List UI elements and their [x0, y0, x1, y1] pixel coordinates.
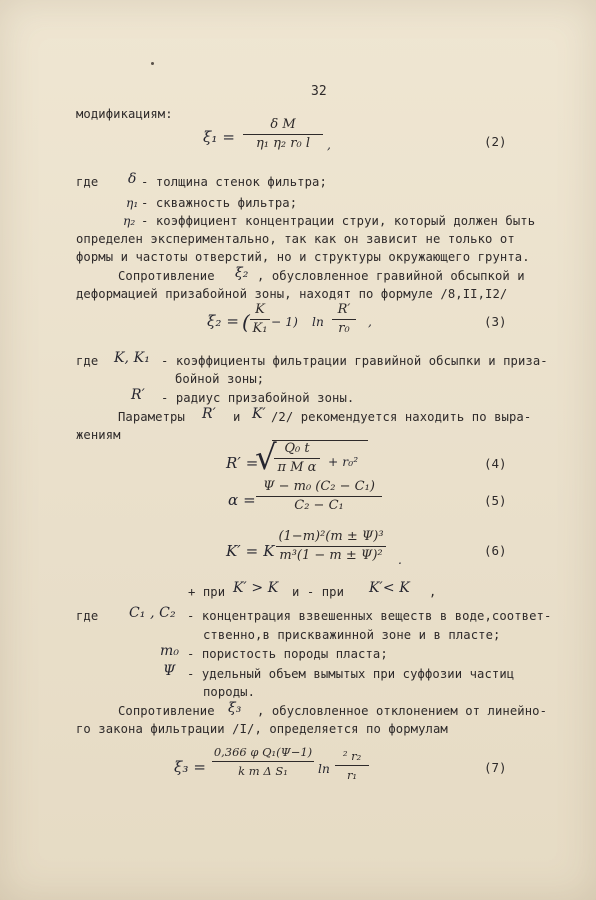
equation-2-fraction — [243, 117, 323, 152]
fraction-bar — [276, 546, 386, 547]
text-line: бойной зоны; — [175, 372, 265, 386]
equation-4-fraction — [274, 441, 320, 476]
equation-5-denominator: C₂ − C₁ — [294, 498, 344, 513]
fraction-bar — [250, 319, 270, 320]
where-label: где — [76, 354, 99, 368]
equation-7-lhs: ξ₃ = — [174, 758, 207, 776]
symbol-r-prime: R′ — [202, 406, 216, 422]
where-label: где — [76, 175, 99, 189]
text-line: го закона фильтрации /I/, определяется по формулам — [76, 722, 448, 736]
text-line: - удельный объем вымытых при суффозии частиц — [187, 667, 515, 681]
equation-2-numerator: δ M — [270, 117, 296, 132]
equation-7-numerator: 0,366 φ Q₁(Ψ−1) — [213, 745, 313, 759]
equation-3-ln: ln — [312, 315, 324, 329]
equation-6-number: (6) — [484, 543, 507, 558]
text-line: Сопротивление — [118, 704, 215, 718]
equation-4-lhs: R′ = — [226, 454, 259, 472]
where-label: где — [76, 609, 99, 623]
radical-sign: √ — [255, 438, 277, 478]
equation-7-ln: ln — [318, 762, 330, 776]
equation-7-numerator-2: ² r₂ — [342, 749, 362, 763]
fraction-bar — [335, 765, 369, 766]
symbol-k-k1: K, K₁ — [114, 350, 150, 366]
symbol-k-prime: K′ — [252, 406, 266, 422]
text-line: формы и частоты отверстий, но и структуры окружающего грунта. — [76, 250, 530, 264]
fraction-bar — [256, 496, 382, 497]
text-line: и - при — [292, 585, 345, 599]
equation-7-fraction-2 — [335, 748, 369, 783]
text-line: породы. — [203, 685, 256, 699]
equation-5-number: (5) — [484, 493, 507, 508]
symbol-eta2: η₂ — [123, 214, 136, 228]
equation-7-fraction — [212, 744, 314, 779]
equation-7-denominator-2: r₁ — [346, 768, 358, 782]
text-line: - толщина стенок фильтра; — [141, 175, 327, 189]
equation-6-tail: . — [398, 553, 402, 567]
text-line: /2/ рекомендуется находить по выра- — [271, 410, 532, 424]
text-line: деформацией призабойной зоны, находят по формуле /8,II,I2/ — [76, 287, 508, 301]
equation-3-tail: , — [368, 315, 372, 329]
text-line: Сопротивление — [118, 269, 215, 283]
equation-2-denominator: η₁ η₂ r₀ l — [256, 136, 310, 151]
text-line: Параметры — [118, 410, 185, 424]
equation-4-denominator: π M α — [277, 460, 317, 475]
equation-6-lhs: K′ = K — [226, 542, 275, 560]
paper-speck — [151, 62, 154, 65]
page-number: 32 — [311, 84, 327, 99]
text-line: - коэффициент концентрации струи, который должен быть — [141, 214, 536, 228]
equation-3-number: (3) — [484, 314, 507, 329]
fraction-bar — [332, 319, 356, 320]
equation-3-paren: ( — [242, 310, 250, 334]
symbol-r-prime: R′ — [131, 387, 145, 403]
text-line: модификациям: — [76, 107, 173, 121]
equation-4-number: (4) — [484, 456, 507, 471]
text-line: жениям — [76, 428, 121, 442]
fraction-bar — [243, 134, 323, 135]
text-line: , — [429, 585, 437, 599]
equation-3-fraction — [250, 302, 270, 337]
equation-5-lhs: α = — [228, 491, 256, 509]
text-line: и — [233, 410, 241, 424]
inequality: K′ > K — [233, 580, 279, 596]
equation-6-numerator: (1−m)²(m ± Ψ)³ — [278, 529, 384, 544]
equation-7-number: (7) — [484, 760, 507, 775]
text-line: - радиус призабойной зоны. — [161, 391, 355, 405]
equation-5-fraction — [256, 479, 382, 514]
symbol-m0: m₀ — [160, 643, 180, 659]
fraction-bar — [274, 458, 320, 459]
equation-2-tail: , — [327, 138, 331, 152]
equation-3-denominator-2: r₀ — [338, 321, 350, 336]
equation-7-denominator: k m Δ S₁ — [238, 764, 288, 778]
symbol-psi: Ψ — [163, 663, 176, 679]
equation-4-plus: + r₀² — [328, 455, 359, 469]
text-line: - скважность фильтра; — [141, 196, 298, 210]
equation-6-fraction — [276, 529, 386, 564]
text-line: + при — [188, 585, 226, 599]
inequality: K′< K — [369, 580, 410, 596]
symbol-xi3: ξ₃ — [228, 700, 242, 716]
symbol-eta1: η₁ — [126, 196, 139, 210]
equation-2-number: (2) — [484, 134, 507, 149]
equation-3-denominator: K₁ — [252, 321, 268, 336]
text-line: - пористость породы пласта; — [187, 647, 388, 661]
equation-3-lhs: ξ₂ = — [207, 312, 240, 330]
fraction-bar — [212, 761, 314, 762]
equation-6-denominator: m³(1 − m ± Ψ)² — [279, 548, 383, 563]
text-line: , обусловленное отклонением от линейно- — [257, 704, 548, 718]
equation-3-numerator: K — [255, 302, 265, 317]
equation-4-numerator: Q₀ t — [284, 441, 310, 456]
equation-3-fraction-2 — [332, 302, 356, 337]
text-line: - концентрация взвешенных веществ в воде,соответ- — [187, 609, 552, 623]
equation-3-numerator-2: R′ — [337, 302, 351, 317]
equation-5-numerator: Ψ − m₀ (C₂ − C₁) — [263, 479, 375, 494]
text-line: ственно,в прискважинной зоне и в пласте; — [203, 628, 501, 642]
symbol-xi2: ξ₂ — [235, 265, 249, 281]
equation-2-lhs: ξ₁ = — [203, 128, 236, 146]
text-line: , обусловленное гравийной обсыпкой и — [257, 269, 525, 283]
text-line: определен экспериментально, так как он зависит не только от — [76, 232, 515, 246]
text-line: - коэффициенты фильтрации гравийной обсыпки и приза- — [161, 354, 548, 368]
symbol-delta: δ — [128, 171, 137, 187]
equation-3-minus: − 1) — [271, 315, 298, 329]
symbol-c1-c2: C₁ , C₂ — [129, 605, 176, 621]
